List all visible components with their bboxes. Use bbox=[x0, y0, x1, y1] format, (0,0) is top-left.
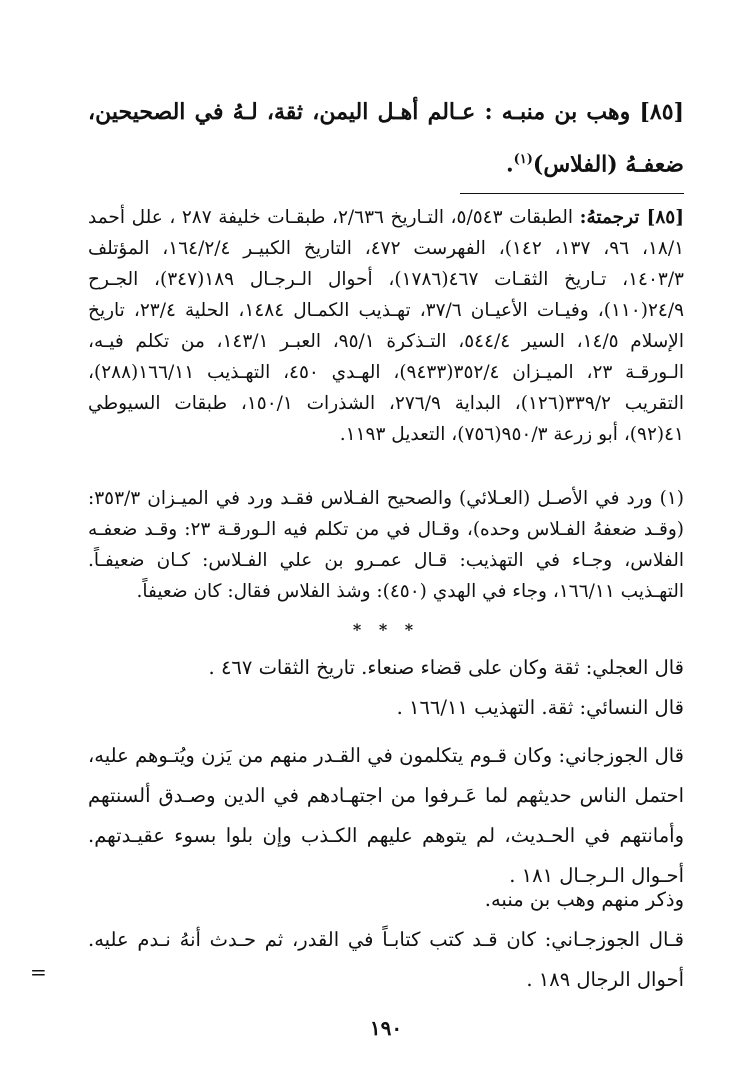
entry-paragraph bbox=[88, 88, 684, 188]
footnote-paragraph: (١) ورد في الأصـل (العـلائي) والصحيح الفـلاس فقـد ورد في الميـزان ٣٥٣/٣: (وقـد ضعفهُ الفـلاس وحده)، وقـال في من تكلم فيه الـورقـة ٢٣: وقـد ضعفـه الفلاس، وجـاء في التهذيب: قـال عمـرو بن علي الفـلاس: كـان ضعيفـاً. التهـذيب ١٦٦/١١، وجاء في الهدي (٤٥٠): وشذ الفلاس فقال: كان ضعيفاً. bbox=[88, 488, 685, 602]
quote-juzjani-1 bbox=[88, 736, 684, 896]
quote-speaker: قال العجلي: bbox=[585, 656, 684, 679]
quote-text: وكان قـوم يتكلمون في القـدر منهم من يَزن ويُتـوهم عليه، احتمل الناس حديثهم لما عَـرفوا من اجتهـادهم في الدين وصـدق ألسنتهم وأمانتهم في الحـديث، لم يتوهم عليهم الكـذب وإن بلوا بسوء عقيـدتهم. أحـوال الـرجـال ١٨١ . bbox=[88, 744, 684, 887]
quote-speaker: قال النسائي: bbox=[579, 696, 684, 719]
quote-text: ثقة. التهذيب ١٦٦/١١ . bbox=[396, 696, 574, 719]
references-label: [٨٥] ترجمتهُ: bbox=[579, 207, 684, 228]
quote-ijli bbox=[88, 648, 684, 688]
continuation-mark: = bbox=[30, 960, 47, 984]
footnote-divider bbox=[460, 193, 684, 194]
entry-end: . bbox=[505, 151, 514, 178]
quote-text: كان قـد كتب كتابـاً في القدر، ثم حـدث أنهُ نـدم عليه. أحوال الرجال ١٨٩ . bbox=[88, 928, 684, 991]
quote-mention bbox=[88, 880, 684, 920]
entry-text: : عـالم أهـل اليمن، ثقة، لـهُ في الصحيحين، ضعفـهُ (الفلاس) bbox=[88, 99, 684, 178]
entry-number: [٨٥] bbox=[639, 99, 684, 125]
entry-name: وهب بن منبـه bbox=[501, 99, 631, 125]
quote-text: ثقة وكان على قضاء صنعاء. تاريخ الثقات ٤٦٧ . bbox=[208, 656, 580, 679]
quote-speaker: قـال الجوزجـاني: bbox=[544, 928, 684, 951]
quote-juzjani-2 bbox=[88, 920, 684, 1000]
section-separator: * * * bbox=[352, 620, 420, 639]
quote-text: وذكر منهم وهب بن منبه. bbox=[484, 888, 684, 911]
footnote-ref: (١) bbox=[513, 152, 533, 167]
page-number: ١٩٠ bbox=[369, 1016, 403, 1040]
references-paragraph bbox=[88, 202, 684, 450]
quote-speaker: قال الجوزجاني: bbox=[558, 744, 685, 767]
references-text: الطبقات ٥/٥٤٣، التـاريخ ٢/٦٣٦، طبقـات خليفة ٢٨٧ ، علل أحمد ١٨/١، ٩٦، ١٣٧، ١٤٢)، الفهرست ٤٧٢، التاريخ الكبيـر ١٦٤/٢/٤، المؤتلف ١٤٠٣/٣، تـاريخ الثقـات ٤٦٧(١٧٨٦)، أحوال الـرجـال ١٨٩(٣٤٧)، الجـرح ٢٤/٩(١١٠)، وفيـات الأعيـان ٣٧/٦، تهـذيب الكمـال ١٤٨٤، الحلية ٢٣/٤، تاريخ الإسلام ١٤/٥، السير ٥٤٤/٤، التـذكرة ٩٥/١، العبـر ١٤٣/١، من تكلم فيـه، الـورقـة ٢٣، الميـزان ٣٥٢/٤(٩٤٣٣)، الهـدي ٤٥٠، التهـذيب ١٦٦/١١(٢٨٨)، التقريب ٣٣٩/٢(١٢٦)، البداية ٢٧٦/٩، الشذرات ١٥٠/١، طبقات السيوطي ٤١(٩٢)، أبو زرعة ٩٥٠/٣(٧٥٦)، التعديل ١١٩٣. bbox=[88, 207, 685, 445]
quote-nasai bbox=[88, 688, 684, 728]
